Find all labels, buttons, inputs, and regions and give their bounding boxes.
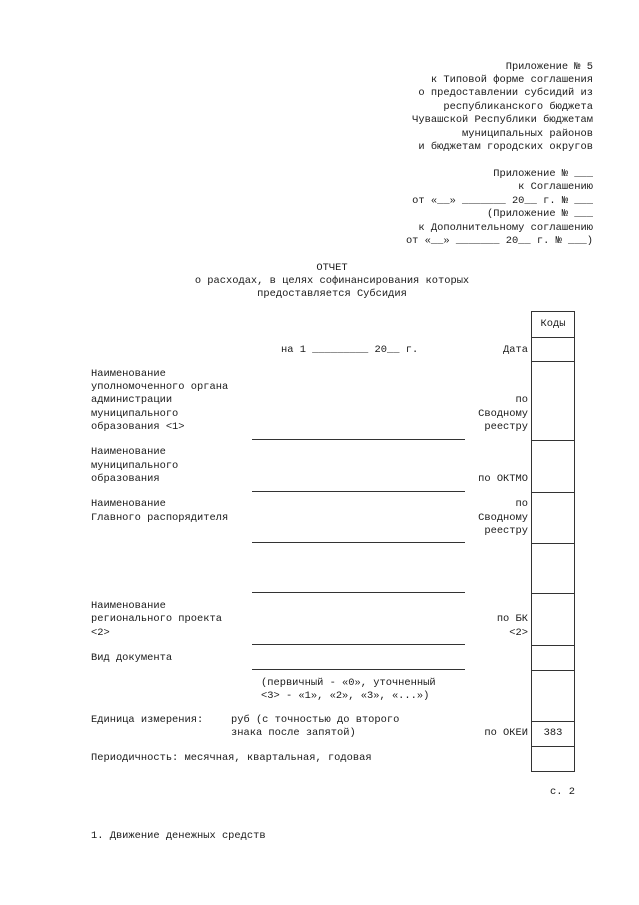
appendix-line: муниципальных районов xyxy=(462,128,593,140)
codes-divider xyxy=(531,337,575,338)
authority-label: муниципального xyxy=(91,408,179,420)
agreement-line: Приложение № ___ xyxy=(493,168,593,180)
unit-value: знака после запятой) xyxy=(231,727,356,739)
agreement-line: от «__» _______ 20__ г. № ___ xyxy=(412,195,593,207)
report-date-line: на 1 _________ 20__ г. xyxy=(281,344,419,356)
codes-divider xyxy=(531,721,575,722)
codes-divider xyxy=(531,361,575,362)
agreement-line: (Приложение № ___ xyxy=(486,208,593,220)
agreement-line: от «__» _______ 20__ г. № ___) xyxy=(405,235,593,247)
bk-label: по БК xyxy=(496,613,528,625)
municipality-label: образования xyxy=(91,473,160,485)
main-manager-code-label: Сводному xyxy=(478,512,528,524)
codes-divider xyxy=(531,543,575,544)
periodicity-label: Периодичность: месячная, квартальная, годовая xyxy=(91,752,372,764)
authority-code-label: реестру xyxy=(484,421,528,433)
authority-fill-line[interactable] xyxy=(252,439,465,440)
okei-code-value: 383 xyxy=(543,727,563,739)
doc-type-label: Вид документа xyxy=(91,652,173,664)
main-manager-label: Главного распорядителя xyxy=(91,512,229,524)
doc-type-fill-line[interactable] xyxy=(252,669,465,670)
project-fill-line[interactable] xyxy=(252,644,465,645)
unit-label: Единица измерения: xyxy=(91,714,204,726)
doc-type-hint: <3> - «1», «2», «3», «...») xyxy=(261,690,430,702)
main-manager-label: Наименование xyxy=(91,498,166,510)
authority-code-label: по xyxy=(515,394,528,406)
appendix-line: Чувашской Республики бюджетам xyxy=(412,114,593,126)
authority-label: Наименование xyxy=(91,368,166,380)
title-line: о расходах, в целях софинансирования которых xyxy=(194,275,470,287)
codes-header: Коды xyxy=(540,318,566,330)
blank-fill-line[interactable] xyxy=(252,592,465,593)
codes-divider xyxy=(531,492,575,493)
authority-label: уполномоченного органа xyxy=(91,381,229,393)
section-heading: 1. Движение денежных средств xyxy=(91,830,266,842)
codes-column-frame xyxy=(531,311,575,772)
municipality-label: Наименование xyxy=(91,446,166,458)
title-line: предоставляется Субсидия xyxy=(257,288,407,300)
project-label: Наименование xyxy=(91,600,166,612)
title-line: ОТЧЕТ xyxy=(316,262,348,274)
appendix-line: республиканского бюджета xyxy=(443,101,593,113)
oktmo-label: по ОКТМО xyxy=(478,473,528,485)
appendix-line: и бюджетам городских округов xyxy=(418,141,593,153)
appendix-line: о предоставлении субсидий из xyxy=(418,87,593,99)
codes-divider xyxy=(531,645,575,646)
codes-divider xyxy=(531,440,575,441)
project-label: <2> xyxy=(91,627,110,639)
agreement-line: к Соглашению xyxy=(518,181,593,193)
doc-type-hint: (первичный - «0», уточненный xyxy=(261,677,436,689)
codes-divider xyxy=(531,746,575,747)
appendix-line: Приложение № 5 xyxy=(505,61,593,73)
project-label: регионального проекта xyxy=(91,613,222,625)
page-number: с. 2 xyxy=(550,786,575,798)
authority-code-label: Сводному xyxy=(478,408,528,420)
municipality-fill-line[interactable] xyxy=(252,491,465,492)
main-manager-code-label: по xyxy=(515,498,528,510)
okei-label: по ОКЕИ xyxy=(484,727,528,739)
bk-label: <2> xyxy=(509,627,528,639)
main-manager-code-label: реестру xyxy=(484,525,528,537)
appendix-line: к Типовой форме соглашения xyxy=(430,74,593,86)
date-label: Дата xyxy=(503,344,528,356)
codes-divider xyxy=(531,670,575,671)
agreement-line: к Дополнительному соглашению xyxy=(418,222,593,234)
main-manager-fill-line[interactable] xyxy=(252,542,465,543)
authority-label: администрации xyxy=(91,394,173,406)
authority-label: образования <1> xyxy=(91,421,185,433)
municipality-label: муниципального xyxy=(91,460,179,472)
codes-divider xyxy=(531,593,575,594)
unit-value: руб (с точностью до второго xyxy=(231,714,400,726)
